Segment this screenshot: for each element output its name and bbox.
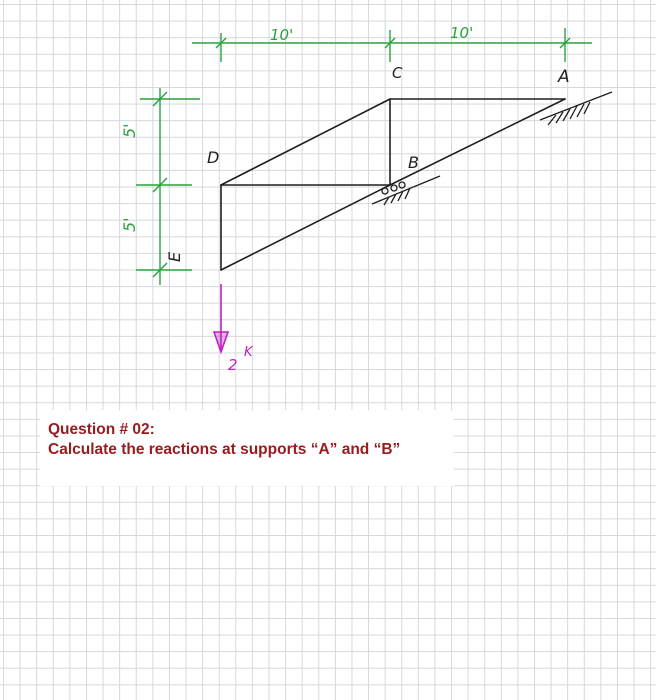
node-c-label: C [392,64,403,82]
load-arrow-head [214,332,228,352]
member-d-c [221,99,390,185]
support-b-roller [382,188,388,194]
load-unit-label: K [244,345,253,360]
support-b [372,176,440,205]
load-value-label: 2 [228,356,238,374]
member-e-b [221,185,390,270]
dim-left-lower-label: 5' [120,217,139,232]
member-b-a [390,99,565,185]
dim-left-upper-label: 5' [120,123,139,138]
top-dimension-lines [192,28,592,62]
node-a-label: A [558,67,570,87]
question-text: Calculate the reactions at supports “A” and “B” [48,441,401,458]
dim-top-right-label: 10' [450,24,474,42]
node-b-label: B [408,153,419,172]
question-title: Question # 02: [48,421,155,438]
dim-top-left-label: 10' [270,26,294,44]
question-box [40,410,454,486]
support-a [540,92,612,125]
support-b-roller [399,182,405,188]
node-e-label: E [165,251,184,262]
node-d-label: D [207,148,220,167]
load-arrow [214,284,228,352]
support-b-roller [391,185,397,191]
support-a-hatch [577,104,584,117]
support-a-hatch [584,102,590,114]
